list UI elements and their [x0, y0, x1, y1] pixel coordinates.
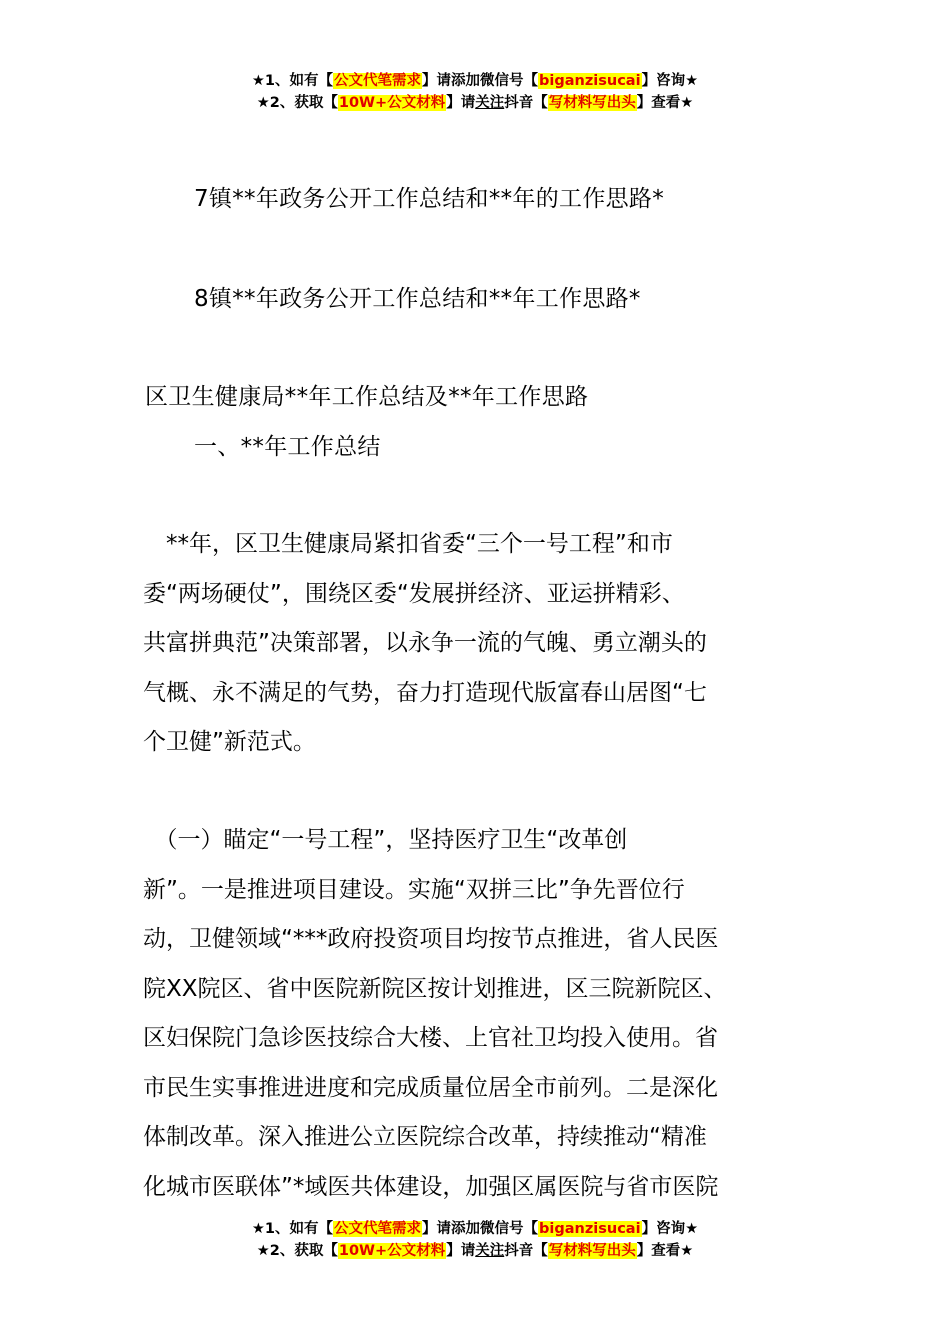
top-promo-banner [0, 70, 950, 114]
paragraph-line: 共富拼典范”决策部署，以永争一流的气魄、勇立潮头的 [143, 630, 707, 656]
highlight-douyin: 写材料写出头 [548, 95, 636, 111]
highlight-wechat-id: biganzisucai [539, 1221, 641, 1237]
section-heading: 一、**年工作总结 [194, 434, 381, 460]
subsection-1-paragraph [143, 816, 811, 1212]
highlight-service: 公文代笔需求 [334, 1221, 422, 1237]
promo-line-2: ★2、获取【10W+公文材料】请关注抖音【写材料写出头】查看★ [256, 95, 694, 111]
paragraph-line: 化城市医联体”*域医共体建设，加强区属医院与省市医院 [143, 1173, 719, 1200]
toc-item-8[interactable]: 8镇**年政务公开工作总结和**年工作思路* [194, 286, 641, 312]
toc-item-7[interactable]: 7镇**年政务公开工作总结和**年的工作思路* [194, 186, 665, 212]
paragraph-line: （一）瞄定“一号工程”，坚持医疗卫生“改革创 [143, 827, 628, 853]
highlight-wechat-id: biganzisucai [539, 73, 641, 89]
document-title: 区卫生健康局**年工作总结及**年工作思路 [145, 384, 589, 410]
highlight-materials: 10W+公文材料 [338, 95, 446, 111]
paragraph-line: 市民生实事推进进度和完成质量位居全市前列。二是深化 [143, 1074, 718, 1101]
intro-paragraph [143, 520, 811, 768]
highlight-materials: 10W+公文材料 [338, 1243, 446, 1259]
bottom-promo-banner [0, 1218, 950, 1262]
highlight-douyin: 写材料写出头 [548, 1243, 636, 1259]
paragraph-line: **年，区卫生健康局紧扣省委“三个一号工程”和市 [143, 531, 673, 557]
paragraph-line: 气概、永不满足的气势，奋力打造现代版富春山居图“七 [143, 679, 707, 706]
paragraph-line: 个卫健”新范式。 [143, 729, 316, 755]
promo-line-1: ★1、如有【公文代笔需求】请添加微信号【biganzisucai】咨询★ [251, 73, 699, 89]
promo-line-2: ★2、获取【10W+公文材料】请关注抖音【写材料写出头】查看★ [256, 1243, 694, 1259]
paragraph-line: 委“两场硬仗”，围绕区委“发展拼经济、亚运拼精彩、 [143, 580, 685, 607]
paragraph-line: 新”。一是推进项目建设。实施“双拼三比”争先晋位行 [143, 876, 685, 903]
paragraph-line: 体制改革。深入推进公立医院综合改革，持续推动“精准 [143, 1124, 707, 1150]
highlight-service: 公文代笔需求 [334, 73, 422, 89]
promo-line-1: ★1、如有【公文代笔需求】请添加微信号【biganzisucai】咨询★ [251, 1221, 699, 1237]
paragraph-line: 动，卫健领域“***政府投资项目均按节点推进，省人民医 [143, 926, 719, 952]
paragraph-line: 区妇保院门急诊医技综合大楼、上官社卫均投入使用。省 [143, 1025, 718, 1051]
paragraph-line: 院XX院区、省中医院新院区按计划推进，区三院新院区、 [143, 975, 727, 1002]
